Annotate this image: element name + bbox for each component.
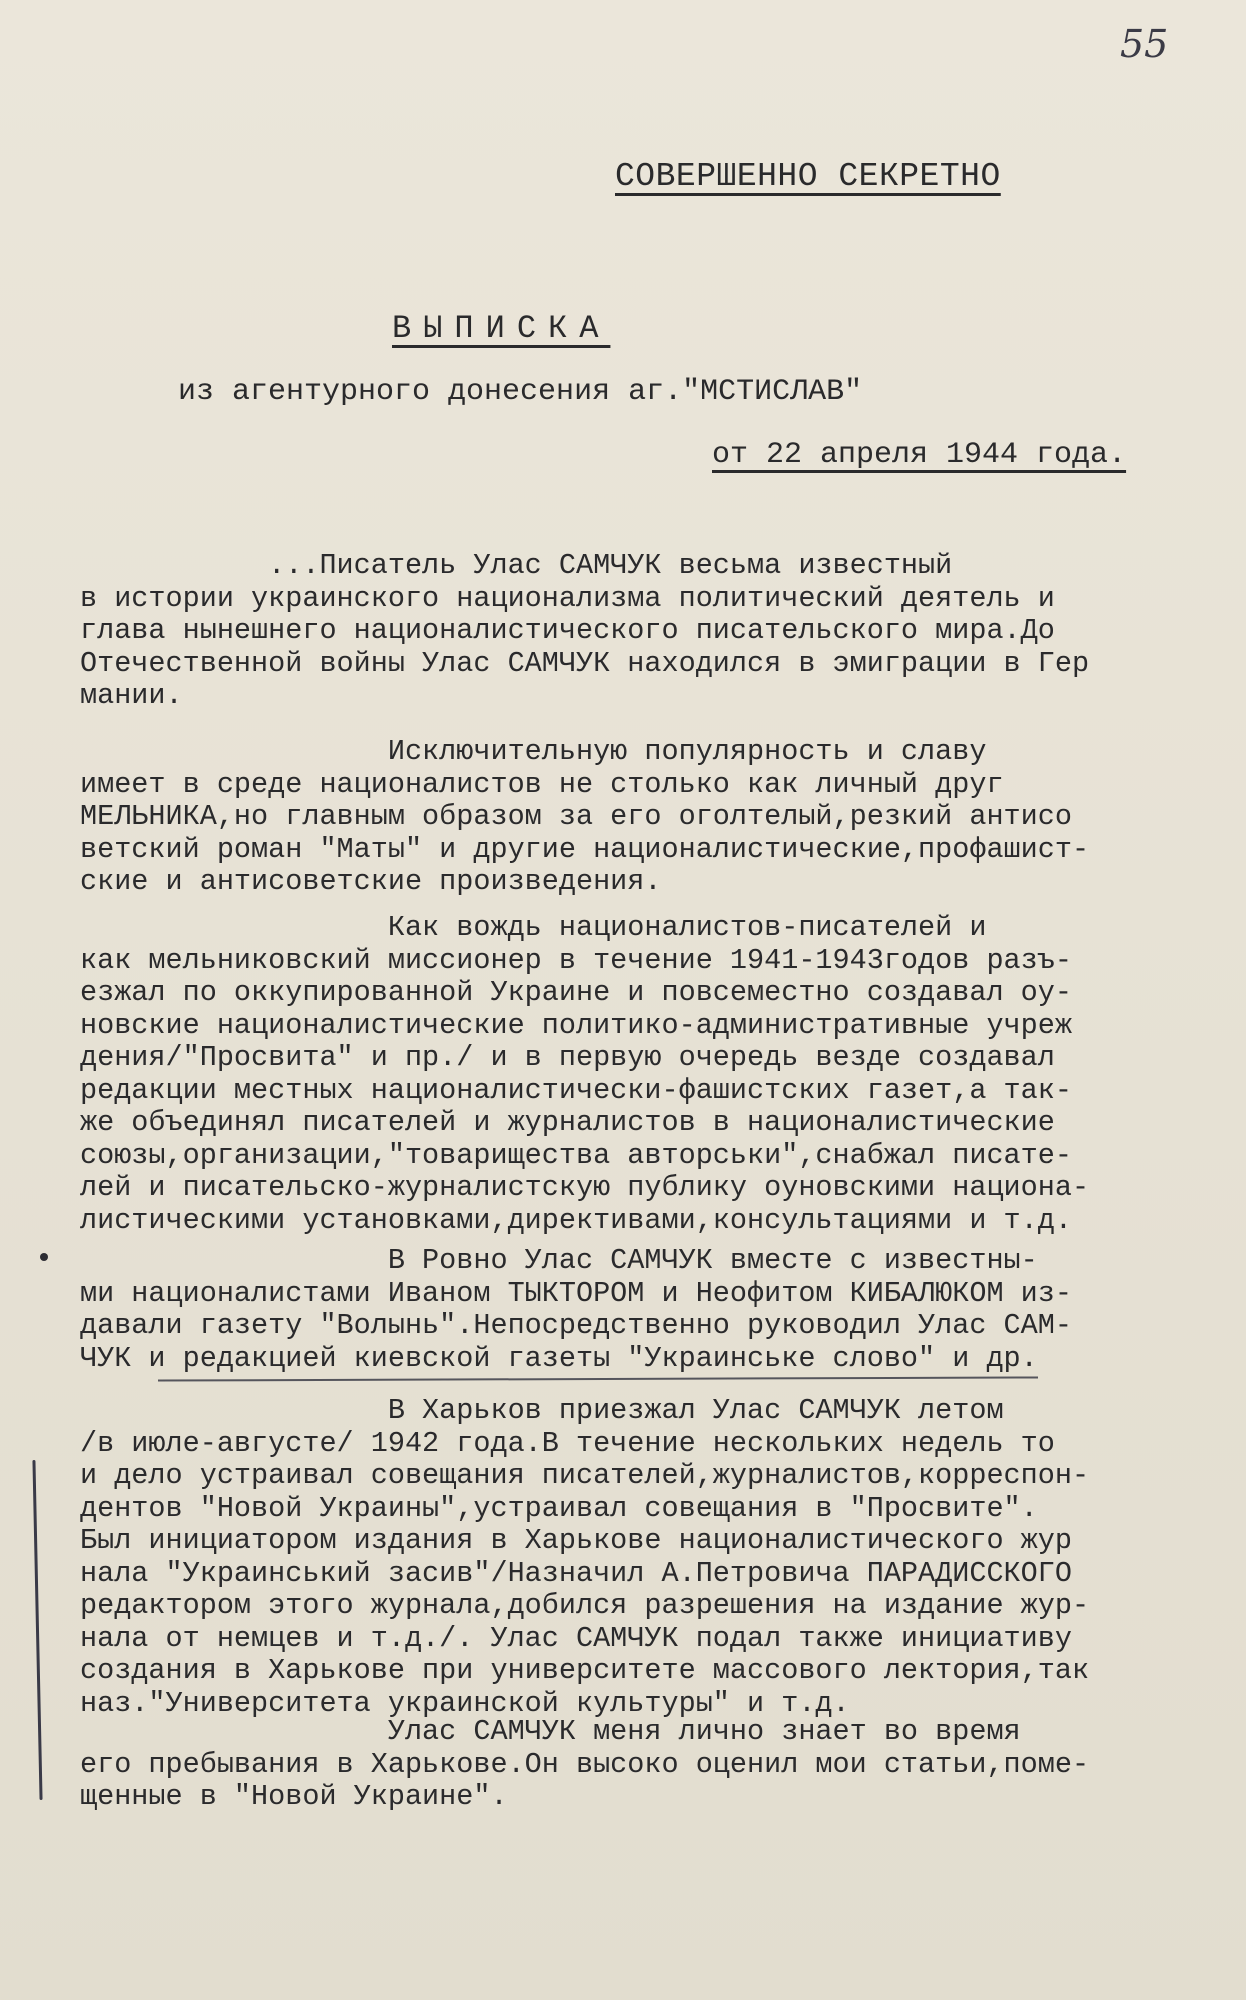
text-line: ...Писатель Улас САМЧУК весьма известный [80, 549, 953, 582]
text-line: МЕЛЬНИКА,но главным образом за его оголтелый,резкий антисо [80, 800, 1072, 833]
text-line: В Харьков приезжал Улас САМЧУК летом [80, 1394, 1004, 1427]
text-line: Исключительную популярность и славу [80, 735, 987, 768]
text-line: создания в Харькове при университете массового лектория,так [80, 1654, 1090, 1687]
text-line: лей и писательско-журналистскую публику оуновскими национа- [80, 1171, 1090, 1204]
text-line: редакции местных националистически-фашистских газет,а так- [80, 1073, 1072, 1107]
paragraph-activities [80, 912, 1240, 1237]
text-line: дентов "Новой Украины",устраивал совещания в "Просвите". [80, 1491, 1038, 1525]
handwritten-page-number: 55 [1120, 22, 1169, 66]
paragraph-kharkov [80, 1395, 1240, 1720]
paragraph-rovno [80, 1245, 1240, 1375]
text-line: ские и антисоветские произведения. [80, 865, 662, 898]
margin-dot [40, 1253, 48, 1261]
margin-pen-mark [32, 1460, 42, 1800]
text-line: мании. [80, 679, 183, 712]
text-line: давали газету "Волынь".Непосредственно руководил Улас САМ- [80, 1309, 1072, 1342]
text-line: /в июле-августе/ 1942 года.В течение нескольких недель то [80, 1426, 1055, 1460]
text-line: Был инициатором издания в Харькове националистического жур [80, 1524, 1072, 1557]
text-line: новские националистические политико-административные учреж [80, 1008, 1072, 1042]
text-line: нала "Украинський засив"/Назначил А.Петровича ПАРАДИССКОГО [80, 1556, 1072, 1590]
text-line: В Ровно Улас САМЧУК вместе с известны- [80, 1244, 1038, 1277]
text-line: нала от немцев и т.д./. Улас САМЧУК подал также инициативу [80, 1621, 1072, 1655]
text-line: ветский роман "Маты" и другие националистические,профашист- [80, 832, 1090, 866]
text-line: глава нынешнего националистического писательского мира.До [80, 614, 1055, 647]
paragraph-samchuk-intro [80, 550, 1240, 713]
classification-heading: СОВЕРШЕННО СЕКРЕТНО [615, 158, 1001, 195]
text-line: езжал по оккупированной Украине и повсеместно создавал оу- [80, 976, 1072, 1009]
text-line: наз."Университета украинской культуры" и т.д. [80, 1686, 850, 1720]
text-line: щенные в "Новой Украине". [80, 1780, 508, 1813]
paragraph-personal-acquaintance [80, 1716, 1240, 1814]
text-line: ми националистами Иваном ТЫКТОРОМ и Неофитом КИБАЛЮКОМ из- [80, 1276, 1072, 1310]
report-date: от 22 апреля 1944 года. [712, 438, 1127, 472]
document-subtitle: из агентурного донесения аг."МСТИСЛАВ" [178, 375, 863, 409]
text-line: ЧУК и редакцией киевской газеты "Украинське слово" и др. [80, 1341, 1038, 1375]
text-line: дения/"Просвита" и пр./ и в первую очередь везде создавал [80, 1041, 1055, 1074]
text-line: Отечественной войны Улас САМЧУК находился в эмиграции в Гер [80, 646, 1090, 680]
text-line: листическими установками,директивами,консультациями и т.д. [80, 1203, 1072, 1237]
text-line: его пребывания в Харькове.Он высоко оценил мои статьи,поме- [80, 1747, 1090, 1781]
text-line: Улас САМЧУК меня лично знает во время [80, 1715, 1021, 1748]
text-line: имеет в среде националистов не столько как личный друг [80, 767, 1004, 801]
separator-rule [158, 1376, 1038, 1381]
text-line: союзы,организации,"товарищества авторськи",снабжал писате- [80, 1138, 1072, 1172]
text-line: и дело устраивал совещания писателей,журналистов,корреспон- [80, 1459, 1090, 1492]
text-line: в истории украинского национализма политический деятель и [80, 581, 1055, 615]
text-line: Как вождь националистов-писателей и [80, 911, 987, 944]
paragraph-popularity [80, 736, 1240, 899]
text-line: же объединял писателей и журналистов в националистические [80, 1106, 1055, 1139]
text-line: как мельниковский миссионер в течение 1941-1943годов разъ- [80, 943, 1072, 977]
document-title: ВЫПИСКА [392, 310, 611, 347]
text-line: редактором этого журнала,добился разрешения на издание жур- [80, 1589, 1090, 1622]
